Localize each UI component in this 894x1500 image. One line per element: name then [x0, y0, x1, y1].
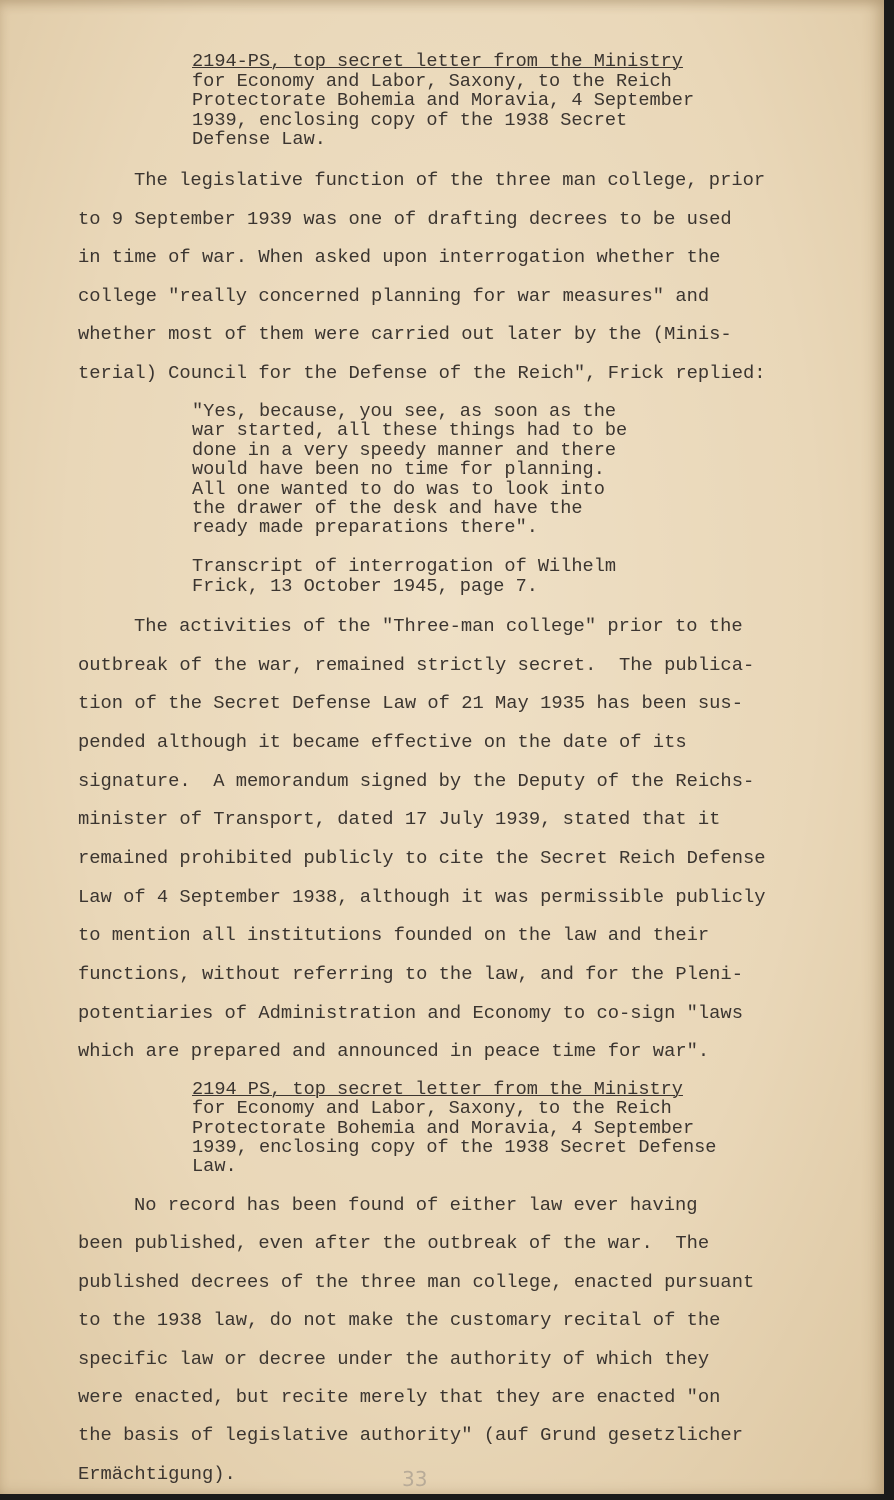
text-line: ready made preparations there".: [192, 517, 538, 539]
text-line: outbreak of the war, remained strictly secret. The publica-: [78, 653, 755, 676]
text-line: war started, all these things had to be: [192, 420, 628, 442]
text-line: done in a very speedy manner and there: [192, 439, 617, 461]
text-line: Frick, 13 October 1945, page 7.: [192, 575, 538, 597]
text-line: "Yes, because, you see, as soon as the: [192, 401, 617, 422]
page-number: 33: [402, 1467, 428, 1491]
text-line: 1939, enclosing copy of the 1938 Secret: [192, 109, 628, 131]
text-line: All one wanted to do was to look into: [192, 478, 605, 500]
text-line: The activities of the "Three-man college" prior to the: [134, 615, 743, 637]
text-line: No record has been found of either law ever having: [134, 1194, 698, 1216]
text-line: Protectorate Bohemia and Moravia, 4 September: [192, 90, 695, 111]
text-line: potentiaries of Administration and Economy to co-sign "laws: [78, 1001, 743, 1024]
text-line: the basis of legislative authority" (auf Grund gesetzlicher: [78, 1424, 743, 1447]
text-line: to mention all institutions founded on the law and their: [78, 924, 710, 947]
text-line: for Economy and Labor, Saxony, to the Reich: [192, 70, 672, 92]
text-line: specific law or decree under the authority of which they: [78, 1347, 710, 1370]
text-line: been published, even after the outbreak of the war. The: [78, 1232, 710, 1255]
text-line: for Economy and Labor, Saxony, to the Reich: [192, 1098, 672, 1120]
text-line: in time of war. When asked upon interrogation whether the: [78, 246, 721, 269]
text-line: remained prohibited publicly to cite the Secret Reich Defense: [78, 846, 766, 869]
text-line: Ermächtigung).: [78, 1462, 236, 1485]
text-line: Law.: [192, 1156, 237, 1178]
text-line: were enacted, but recite merely that they are enacted "on: [78, 1386, 721, 1408]
text-line: whether most of them were carried out later by the (Minis-: [78, 323, 732, 346]
text-line: tion of the Secret Defense Law of 21 May 1935 has been sus-: [78, 692, 743, 715]
text-line: 1939, enclosing copy of the 1938 Secret Defense: [192, 1136, 717, 1158]
text-line: pended although it became effective on the date of its: [78, 730, 687, 753]
text-line: Transcript of interrogation of Wilhelm: [192, 556, 617, 577]
text-line: 2194-PS, top secret letter from the Ministry: [192, 51, 683, 72]
text-line: college "really concerned planning for war measures" and: [78, 284, 710, 307]
text-line: to 9 September 1939 was one of drafting decrees to be used: [78, 207, 732, 230]
text-line: would have been no time for planning.: [192, 459, 605, 481]
text-line: Defense Law.: [192, 129, 326, 150]
text-line: functions, without referring to the law, and for the Pleni-: [78, 962, 743, 985]
text-line: minister of Transport, dated 17 July 1939, stated that it: [78, 808, 721, 831]
text-line: the drawer of the desk and have the: [192, 498, 583, 519]
text-line: signature. A memorandum signed by the Deputy of the Reichs-: [78, 769, 755, 792]
text-line: 2194 PS, top secret letter from the Ministry: [192, 1079, 683, 1100]
text-line: terial) Council for the Defense of the Reich", Frick replied:: [78, 362, 766, 384]
text-line: Protectorate Bohemia and Moravia, 4 September: [192, 1117, 695, 1139]
text-line: The legislative function of the three man college, prior: [134, 169, 766, 191]
text-line: Law of 4 September 1938, although it was permissible publicly: [78, 885, 766, 908]
text-line: to the 1938 law, do not make the customary recital of the: [78, 1309, 721, 1332]
text-line: which are prepared and announced in peace time for war".: [78, 1040, 710, 1063]
text-line: published decrees of the three man college, enacted pursuant: [78, 1270, 755, 1293]
